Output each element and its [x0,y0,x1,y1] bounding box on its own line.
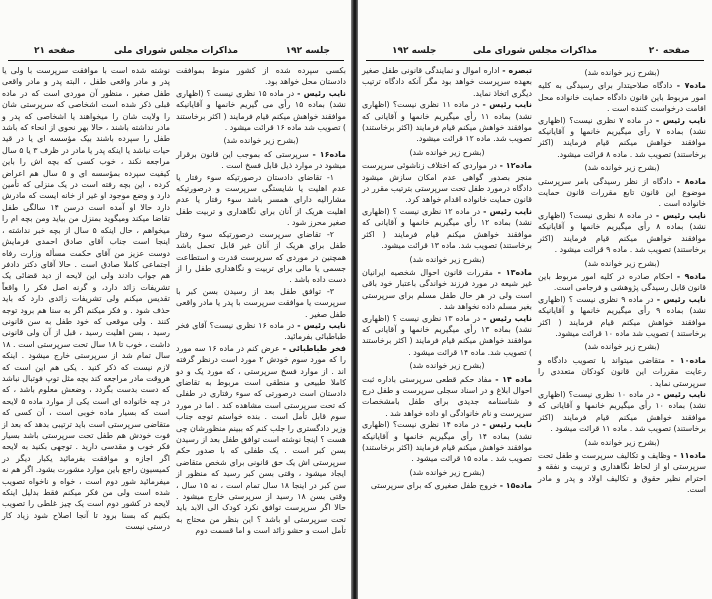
paragraph-text: متقاضی میتواند با تصویب دادگاه و رعایت مقررات این قانون کودکان متعددی را سرپرستی نماید . [538,355,706,388]
paragraph-lead: نایب رئیس - [656,294,706,304]
speaker-paragraph [538,389,706,435]
reading-note [362,254,532,265]
paragraph [176,229,346,286]
paragraph-lead: ماده۷ - [676,81,706,91]
paragraph-text: در ماده ۷ نظری نیست؟ (اظهاری نشد) بماده ۷ رأی میگیریم خانمها و آقایانیکه موافقند خواهش میکنم قیام فرمایند (اکثر برخاستند) تصویب شد . ماده ۸ قرائت میشود. [538,115,706,159]
reading-note [538,67,706,78]
left-page [0,0,352,599]
paragraph-text: در ماده ۱۴ نظری نیست؟ (اظهاری نشد) بماده ۱۴ رأی میگیریم خانمها و آقایانیکه موافقند خواهش میکنم قیام فرمایند (اکثر برخاستند) تصویب شد . ماده ۱۵ قرائت میشود . [362,420,532,464]
paragraph-text: (بشرح زیر خوانده شد) [409,467,485,477]
speaker-paragraph [362,480,532,491]
paragraph-lead: ماده۱۱ - [673,451,706,460]
paragraph-text: (بشرح زیر خوانده شد) [584,68,660,77]
paragraph-text: در مواردی که اختلاف زناشوئی سرپرست منجر بصدور گواهی عدم امکان سازش میشود دادگاه درمورد طفل تحت سرپرستی بترتیب مقرر در قانون حمایت خانواده اقدام خواهد کرد. [362,161,532,205]
reading-note [362,360,532,371]
speaker-paragraph [538,450,706,496]
paragraph-text: اداره اموال و نمایندگی قانونی طفل صغیر بعهده سرپرست خواهد بود مگر آنکه دادگاه ترتیب دیگری اتخاذ نماید. [362,66,532,98]
reading-note [362,147,532,158]
running-title: مذاکرات مجلس شورای ملی [472,46,598,56]
reading-note [538,162,706,173]
paragraph-text: بکسی سپرده شده از کشور منوط بموافقت دادستان محل خواهد بود. [176,66,346,87]
speaker-paragraph [538,271,706,294]
paragraph-text: (بشرح زیر خوانده شد) [409,361,485,371]
speaker-paragraph [362,160,532,206]
reading-note [538,258,706,269]
text-column-right [538,65,706,496]
paragraph-text: (بشرح زیر خوانده شد) [409,254,485,264]
paragraph-text: ۲- تقاضای سرپرست درصورتیکه سوء رفتار طفل برای هریک از آنان غیر قابل تحمل باشد همچنین در موردی که سرپرست قدرت و استطاعت جسمی یا مالی برای تربیت و نگاهداری طفل را از دست داده باشد . [176,229,346,285]
speaker-paragraph [538,355,706,389]
reading-note [538,437,706,448]
paragraph-text: (بشرح زیر خوانده شد) [584,258,660,268]
paragraph-lead: ماده۱۲ - [499,161,532,171]
paragraph-lead: ماده۱۵ - [499,481,532,491]
speaker-paragraph [538,176,706,210]
speaker-paragraph [538,210,706,256]
page-header [366,44,704,61]
speaker-paragraph [176,149,346,172]
paragraph-text: دادگاه صلاحیتدار برای رسیدگی به کلیه امور مربوط باین قانون دادگاه حمایت خانواده محل اقامت درخواست کننده است . [538,81,706,114]
paragraph-lead: ماده۱۰ - [670,355,706,365]
reading-note [362,467,532,478]
paragraph-lead: نایب رئیس - [655,115,706,125]
paragraph-text: سرپرستی که بموجب این قانون برقرار میشود در موارد ذیل قابل فسخ است . [176,149,346,171]
paragraph-text: عرض کنم در ماده ۱۶ سه مورد را که مورد سوم خودش ۲ مورد است درنظر گرفته اند . از موارد فسخ سرپرستی ، که مورد یک و دو کاملا طبیعی و منطقی است مربوط به تقاضای دادستان است درصورتی که سوء رفتاری در طفلی که تحت سرپرستی است مشاهده کند . اما در مورد سوم قابل تأمل است . بنده خواستم توجه جناب وزیر دادگستری را جلب کنم که ببینم منظورشان چی هست ؟ اینجا نوشته است توافق طفل بعد از رسیدن بسن کبر است . یک طفلی که با صدور حکم سرپرستی اش یک حق قانونی برای شخص متقاضی ایجاد میشود ، وقتی بسن کبر رسید که منظور از سن کبر در اینجا ۱۸ سال تمام است ، نه ۱۵ سال ، وقتی بسن ۱۸ رسید از سرپرستی خارج میشود . حالا اگر سرپرست توافق نکرد کودک الی الابد باید تحت سرپرستی او باشد ؟ این بنظر من محتاج به تأمل است و حشو زائد است و اما قسمت دوم [176,343,347,536]
speaker-paragraph [362,313,532,359]
speaker-paragraph [362,419,532,465]
paragraph-text: مقررات قانون احوال شخصیه ایرانیان غیر شیعه در مورد فرزند خواندگی باعتبار خود باقی است ولی در هر حال طفل مسلم برای سرپرستی بغیر مسلم داده نخواهد شد . [362,267,532,312]
paragraph-lead: نایب رئیس - [483,313,532,323]
paragraph-text: در ماده ۱۲ نظری نیست ؟ (اظهاری نشد) بماده ۱۲ رأی میگیریم خانمها و آقایانی که موافقند خواهش میکنم قیام فرمایند ( اکثر برخاستند) تصویب شد. ماده ۱۳ قرائت میشود. [362,206,532,251]
paragraph [176,172,346,229]
text-column-left [362,65,532,492]
session-number: جلسه ۱۹۲ [392,46,437,56]
speaker-paragraph [538,294,706,340]
paragraph-lead: نایب رئیس - [482,420,532,430]
paragraph-text: (بشرح زیر خوانده شد) [584,342,660,352]
paragraph-lead: نایب رئیس - [482,100,532,110]
speaker-paragraph [176,343,346,537]
session-number: جلسه ۱۹۲ [285,46,330,56]
paragraph-lead: فخر طباطبائی - [282,343,346,353]
paragraph-lead: نایب رئیس - [297,88,346,98]
paragraph-text: در ماده ۱۵ نظری نیست ؟ (اظهاری نشد) بماده ۱۵ رأی می گیریم خانمها و آقایانیکه موافقند خواهش میکنم قیام فرمایند ( اکثر برخاستند ) تصویب شد ماده ۱۶ قرائت میشود . [176,88,346,133]
paragraph-text: ۱- تقاضای دادستان درصورتیکه سوء رفتار یا عدم اهلیت یا شایستگی سرپرست و درصورتیکه مشارالیه دارای همسر باشد سوء رفتار یا عدم اهلیت هریک از آنان برای نگاهداری و تربیت طفل صغیر محرز شود . [176,172,346,228]
paragraph-lead: ماده۸ - [676,176,706,186]
paragraph-lead: ماده۱۶ - [312,149,346,159]
paragraph-lead: نایب رئیس - [297,320,346,330]
speaker-paragraph [362,374,532,420]
paragraph-text: وظایف و تکالیف سرپرست و طفل تحت سرپرستی او از لحاظ نگاهداری و تربیت و نفقه و احترام نظیر حقوق و تکالیف اولاد و پدر و مادر است. [538,451,706,495]
paragraph-text: احکام صادره در کلیه امور مربوط باین قانون قابل رسیدگی پژوهشی و فرجامی است. [538,271,706,293]
paragraph-text: در ماده ۱۰ نظری نیست؟ (اظهاری نشد) بماده ۱۰ رأی میگیریم خانمها و آقایانی که موافقند خواهش میکنم قیام فرمایند (اکثر برخاستند) تصویب شد . ماده ۱۱ قرائت میشود . [538,389,706,434]
paragraph-text: در ماده ۱۱ نظری نیست؟ (اظهاری نشد) بماده ۱۱ رأی میگیریم خانمها و آقایانی که موافقند خواهش میکنم قیام فرمایند (اکثر برخاستند) تصویب شد. ماده ۱۲ قرائت میشود. [362,100,532,144]
paragraph-lead: ماده ۱۴ - [495,374,532,384]
running-title: مذاکرات مجلس شورای ملی [113,46,239,56]
page-header [8,44,344,61]
reading-note [176,135,346,146]
paragraph-text: ۳- توافق طفل بعد از رسیدن بسن کبر با سرپرست یا موافقت سرپرست با پدر یا مادر واقعی طفل صغیر . [176,286,346,319]
paragraph-text: (بشرح زیر خوانده شد) [584,437,660,447]
paragraph-text: مفاد حکم قطعی سرپرستی باداره ثبت احوال ابلاغ و در اسناد سجلی سرپرست و طفل درج و شناسنامه جدیدی برای طفل بامشخصات سرپرست و نام خانوادگی او داده خواهد شد . [362,374,532,418]
paragraph-lead: ماده۱۳ - [497,267,532,277]
paragraph [176,286,346,320]
book-spine [351,0,358,599]
paragraph-text: در ماده ۹ نظری نیست ؟ (اظهاری نشد) بماده ۹ رأی میگیریم خانمها و آقایانیکه موافقند خواهش میکنم قیام فرمایند ( اکثر برخاستند ) تصویب شد ماده ۱۰ قرائت میشود. [538,294,706,338]
paragraph-text: در ماده ۱۶ نظری نیست؟ آقای فخر طباطبائی بفرمائید. [176,320,346,342]
speaker-paragraph [362,267,532,313]
paragraph-text: خروج طفل صغیری که برای سرپرستی [370,481,500,491]
reading-note [538,341,706,352]
paragraph-text: دادگاه از نظر رسیدگی بامر سرپرستی موضوع این قانون تابع مقررات قانون حمایت خانواده است . [538,176,706,209]
speaker-paragraph [176,88,346,134]
paragraph-text: در ماده ۸ نظری نیست؟ (اظهاری نشد) بماده ۸ رأی میگیریم خانمها و آقایانیکه موافقند خواهش میکنم قیام فرمایند (اکثر برخاستند) تصویب شد . ماده ۹ قرائت میشود . [538,210,706,255]
paragraph-lead: نایب رئیس - [655,210,706,220]
paragraph-lead: تبصره - [502,66,532,75]
paragraph-text: (بشرح زیر خوانده شد) [223,136,299,146]
paragraph-text: نوشته شده است با موافقت سرپرست با ولی یا پدر و مادر واقعی طفل ، البته پدر و مادر واقعی طفل صغیر ، منظور آن موردی است که در ماده قبلی ذکر شده است اشخاصی که سرپرستی شان را ولایت شان را میخواهند یا اشخاصی که پدر و مادر نداشته باشند ، حالا بهر نحوی از انحاء که باشد طفل را سپرده باشند بیک مؤسسه ای یا در قید حیات نباشد یا اینکه پدر یا مادر در ظرف ۳ یا ۵ سال مراجعه نکند ، خوب کسی که بچه اش را باین کیفیت سپرده بمؤسسه ای و ۵ سال هم اعراض کرده ، این بچه رفته است در یک منزلی که تأمین دارد و وضع موجود او غیر از خانه ایست که مادرش دارد حالا او آمده است درسن ۱۴ سالگی طفل تقاضا میکند ومیگوید بمنزل من بیاید ومن بچه ام را میخواهم ، حال اینکه ۵ سال از بچه خبر نداشته ، اینجا است جناب آقای صادق احمدی فرمایش دوست عزیز من آقای حکمت مسأله وزارت رفاه اجتماعی کاملا صادق است . حالا آقای دکتر دادفر هم جواب دادند ولی این لایحه از دید قضائی یک تشریفات زائد دارد، و گرنه اصل فکر را واقعاً تقدیس میکنم ولی تشریفات زائدی دارد که باید حذف شود . و فکر میکنم اگر به سنا هم برود توجه کنند . ولی موقعی که خود طفل به سن قانونی رسید ، بسن اهلیت رسید ، قبل از آن ولی قانونی داشت ، خوب تا ۱۸ سال تحت سرپرستی است . ۱۸ سال تمام شد از سرپرستی خارج میشود . اینکه لازم نیست که ذکر کنید . یکی هم این است که هروقت مادر مراجعه کند بچه مثل توپ فوتبال نباشد که دست بدست بگردد ، وضعش معلوم باشد ، که در چه خانواده ای است یکی از موارد ماده ۵ لایحه است که بسیار ماده خوبی است ، آن کسی که متقاضی سرپرستی است باید ترتیبی بدهد که بعد از فوت خودش هم طفل تحت سرپرستی باشد بسیار فکر خوب و مقدسی دارید . توجهی بکنید به لایحه اگر اجازه و موافقت بفرمائید یکبار دیگر در کمیسیون راجع باین موارد مشورت بشود. اگر هم نه میفرمائید شور دوم است ، خواه و ناخواه تصویب شده است ولی من فکر میکنم فقط بدلیل اینکه لایحه در کشور دوم است یک چیز غلطی را تصویب بکنیم که بسنا برود تا آنجا اصلاح شود زیاد کار درستی نیست [2,66,170,532]
right-page [358,0,712,599]
text-column-right [176,65,346,537]
paragraph-text: (بشرح زیر خوانده شد) [584,163,660,173]
text-column-left [2,65,170,533]
paragraph-lead: نایب رئیس - [656,389,706,399]
speaker-paragraph [538,80,706,114]
paragraph-text: (بشرح زیر خوانده شد) [409,147,485,157]
paragraph-text: در ماده ۱۳ نظری نیست ؟ (اظهاری نشد) بماده ۱۳ رأی میگیریم خانمها و آقایانی که موافقند خواهش میکنم قیام فرمایند ( اکثر برخاستند ) تصویب شد. ماده ۱۴ قرائت میشود . [362,313,532,357]
speaker-paragraph [362,99,532,145]
paragraph-lead: ماده۹ - [676,271,706,281]
speaker-paragraph [362,206,532,252]
paragraph [176,65,346,88]
speaker-paragraph [362,65,532,99]
speaker-paragraph [538,115,706,161]
paragraph [2,65,170,533]
paragraph-lead: نایب رئیس - [483,206,532,216]
page-number: صفحه ۲۱ [34,46,76,56]
speaker-paragraph [176,320,346,343]
page-number: صفحه ۲۰ [648,46,690,56]
